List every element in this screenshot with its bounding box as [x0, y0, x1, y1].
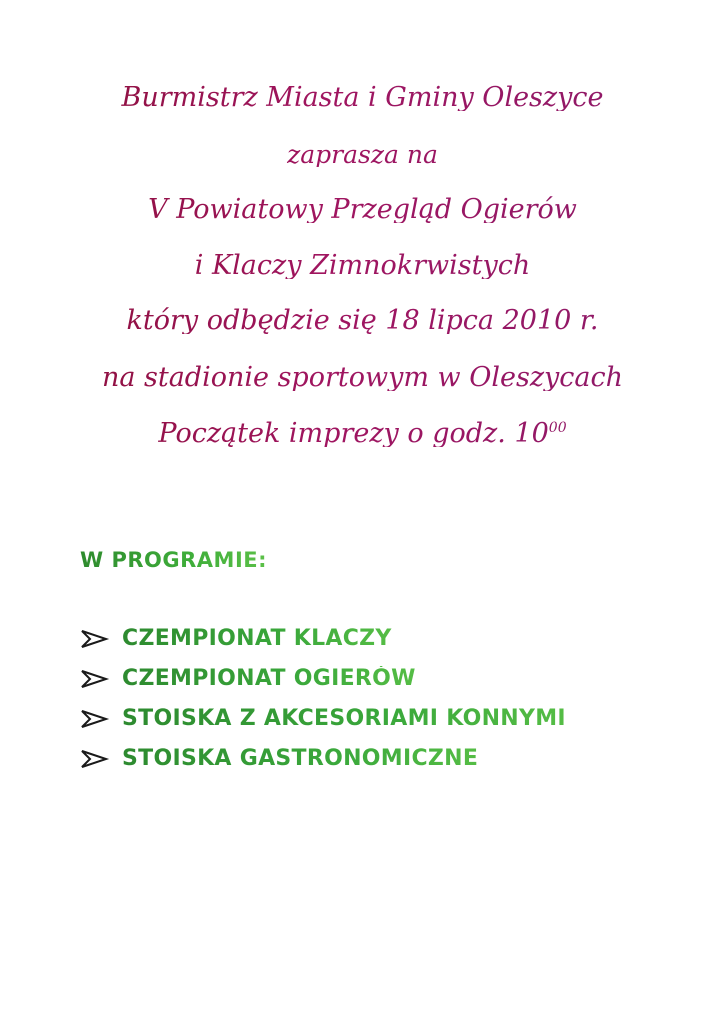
program-title: W PROGRAMIE:: [80, 548, 268, 572]
event-name-line: V Powiatowy Przegląd Ogierów: [0, 196, 725, 223]
event-location-line: na stadionie sportowym w Oleszycach: [0, 364, 725, 391]
list-item: [80, 746, 478, 771]
start-time-text: Początek imprezy o godz. 10: [158, 418, 549, 449]
event-name-line-2: i Klaczy Zimnokrwistych: [0, 252, 725, 279]
list-item: [80, 706, 566, 731]
arrow-bullet-icon: [80, 668, 110, 690]
arrow-bullet-icon: [80, 708, 110, 730]
invitation-title-line: Burmistrz Miasta i Gminy Oleszyce: [0, 84, 725, 111]
invitation-invites-line: zaprasza na: [0, 142, 725, 167]
start-time-minutes: 00: [548, 420, 567, 436]
arrow-bullet-icon: [80, 748, 110, 770]
list-item-label: CZEMPIONAT KLACZY: [122, 626, 392, 651]
list-item-label: STOISKA Z AKCESORIAMI KONNYMI: [122, 706, 566, 731]
list-item-label: CZEMPIONAT OGIERÓW: [122, 666, 416, 691]
event-start-time-line: [0, 420, 725, 447]
event-date-line: który odbędzie się 18 lipca 2010 r.: [0, 307, 725, 334]
list-item: [80, 626, 392, 651]
arrow-bullet-icon: [80, 628, 110, 650]
list-item: [80, 666, 416, 691]
list-item-label: STOISKA GASTRONOMICZNE: [122, 746, 479, 771]
